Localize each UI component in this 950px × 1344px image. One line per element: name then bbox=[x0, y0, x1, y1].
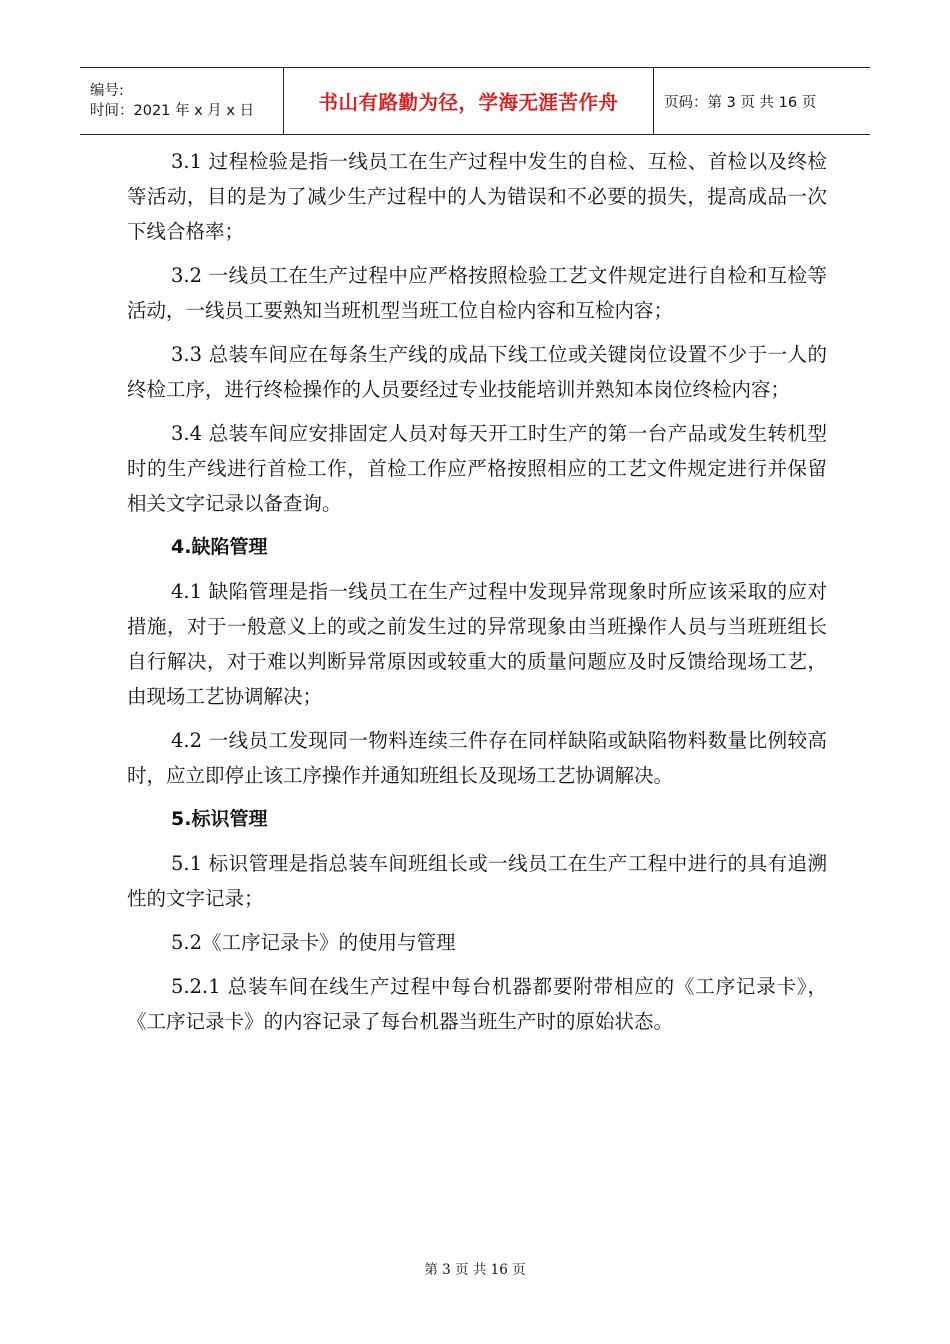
section-heading-5: 5.标识管理 bbox=[171, 808, 268, 830]
paragraph-3-4: 3.4 总装车间应安排固定人员对每天开工时生产的第一台产品或发生转机型时的生产线进行首检工作，首检工作应严格按照相应的工艺文件规定进行并保留相关文字记录以备查询。 bbox=[127, 422, 827, 515]
header-motto-cell bbox=[283, 68, 654, 134]
header-page-number: 页码：第 3 页 共 16 页 bbox=[664, 94, 817, 111]
paragraph-4-2: 4.2 一线员工发现同一物料连续三件存在同样缺陷或缺陷物料数量比例较高时，应立即停止该工序操作并通知班组长及现场工艺协调解决。 bbox=[127, 729, 827, 787]
paragraph-5-1: 5.1 标识管理是指总装车间班组长或一线员工在生产工程中进行的具有追溯性的文字记录； bbox=[127, 852, 827, 910]
paragraph-5-2-1: 5.2.1 总装车间在线生产过程中每台机器都要附带相应的《工序记录卡》，《工序记录卡》的内容记录了每台机器当班生产时的原始状态。 bbox=[127, 975, 827, 1033]
document-date-label: 时间：2021 年 x 月 x 日 bbox=[90, 103, 255, 119]
header-page-cell bbox=[654, 68, 870, 134]
section-heading-4: 4.缺陷管理 bbox=[171, 536, 268, 558]
header-info bbox=[80, 68, 283, 134]
document-body bbox=[127, 144, 827, 1048]
footer-page-number: 第 3 页 共 16 页 bbox=[424, 1262, 526, 1278]
page-header bbox=[80, 67, 870, 135]
paragraph-4-1: 4.1 缺陷管理是指一线员工在生产过程中发现异常现象时所应该采取的应对措施，对于一般意义上的或之前发生过的异常现象由当班操作人员与当班班组长自行解决，对于难以判断异常原因或较重大的质量问题应及时反馈给现场工艺，由现场工艺协调解决； bbox=[127, 580, 827, 708]
paragraph-5-2: 5.2《工序记录卡》的使用与管理 bbox=[171, 931, 456, 954]
page-footer bbox=[0, 1258, 950, 1278]
paragraph-3-1: 3.1 过程检验是指一线员工在生产过程中发生的自检、互检、首检以及终检等活动，目的是为了减少生产过程中的人为错误和不必要的损失，提高成品一次下线合格率； bbox=[127, 150, 827, 243]
header-motto: 书山有路勤为径，学海无涯苦作舟 bbox=[318, 91, 619, 114]
document-number-label: 编号: bbox=[90, 83, 124, 99]
paragraph-3-2: 3.2 一线员工在生产过程中应严格按照检验工艺文件规定进行自检和互检等活动，一线员工要熟知当班机型当班工位自检内容和互检内容； bbox=[127, 264, 827, 322]
paragraph-3-3: 3.3 总装车间应在每条生产线的成品下线工位或关键岗位设置不少于一人的终检工序，进行终检操作的人员要经过专业技能培训并熟知本岗位终检内容； bbox=[127, 343, 827, 401]
